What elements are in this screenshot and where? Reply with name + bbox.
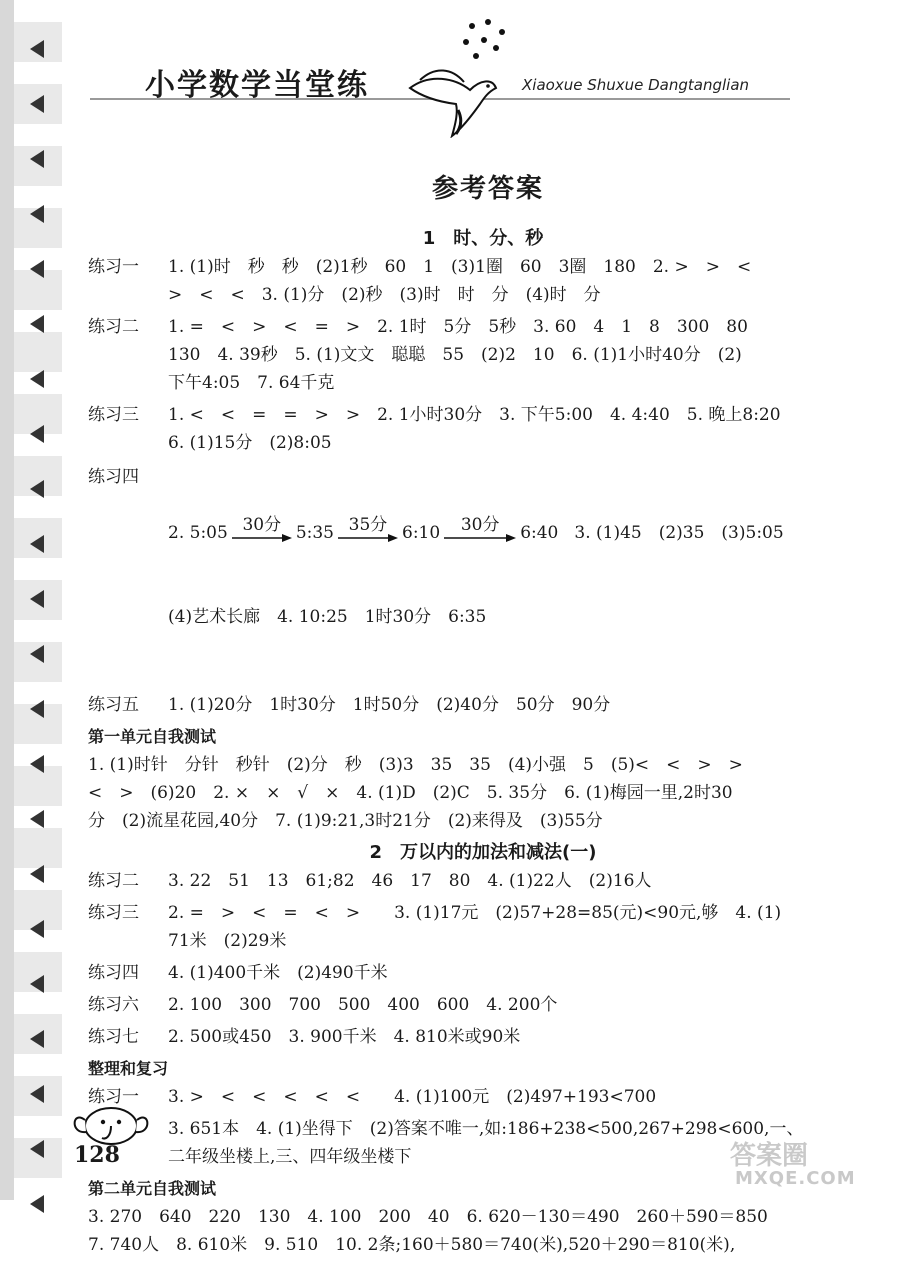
arrow-icon: [30, 1140, 44, 1158]
unit-test-answers: 3. 270 640 220 130 4. 100 200 40 6. 620－130＝490 260＋590＝850 7. 740人 8. 610米 9. 510 10. 2条;160＋580＝740(米),520＋290＝810(米),: [88, 1207, 768, 1255]
arrow-icon: [30, 205, 44, 223]
exercise-label: 练习七: [88, 1027, 139, 1047]
exercise-label: 练习三: [88, 405, 139, 425]
exercise-label: 练习四: [88, 467, 139, 487]
answer-content: [88, 170, 848, 1263]
exercise-row: [88, 1023, 848, 1051]
exercise-label: 练习二: [88, 871, 139, 891]
arrow-icon: [30, 150, 44, 168]
review-heading: 整理和复习: [88, 1059, 169, 1078]
arrow-icon: [30, 755, 44, 773]
arrow-icon: [30, 1030, 44, 1048]
arrow-icon: [30, 920, 44, 938]
watermark-logo: 答案圈: [730, 1141, 809, 1171]
arrow-icon: [30, 700, 44, 718]
interval-arrow: [232, 517, 292, 547]
brand-title-cn: 小学数学当堂练: [145, 68, 369, 103]
right-arrow-icon: [338, 533, 398, 543]
exercise-answers: 1. (1)时 秒 秒 (2)1秒 60 1 (3)1圈 60 3圈 180 2. > > < > < < 3. (1)分 (2)秒 (3)时 时 分 (4)时 分: [168, 257, 752, 305]
exercise-label: 练习三: [88, 903, 139, 923]
interval-label: 35分: [348, 515, 388, 535]
elephant-mascot-icon: [66, 1100, 156, 1146]
start-time: 2. 5:05: [168, 523, 228, 543]
exercise-answers: 1. (1)20分 1时30分 1时50分 (2)40分 50分 90分: [168, 695, 611, 715]
exercise-row: [88, 991, 848, 1019]
exercise-label: 练习六: [88, 995, 139, 1015]
section-1-heading: 1 时、分、秒: [422, 228, 544, 249]
time-point: 5:35: [295, 523, 334, 543]
arrow-icon: [30, 1195, 44, 1213]
exercise-row: [88, 253, 848, 309]
unit-test-heading: 第一单元自我测试: [88, 727, 217, 746]
exercise-answers-line2: (4)艺术长廊 4. 10:25 1时30分 6:35: [168, 607, 487, 627]
exercise-row-timeline: [88, 461, 848, 687]
unit-test-heading: 第二单元自我测试: [88, 1179, 217, 1198]
exercise-answers: [168, 461, 848, 687]
section-2-heading: 2 万以内的加法和减法(一): [369, 842, 597, 863]
exercise-answers: 1. = < > < = > 2. 1时 5分 5秒 3. 60 4 1 8 300 80 130 4. 39秒 5. (1)文文 聪聪 55 (2)2 10 6. (1)1小时40分 (2) 下午4:05 7. 64千克: [168, 317, 748, 393]
interval-label: 30分: [242, 515, 282, 535]
border-arrows: [30, 40, 44, 1250]
arrow-icon: [30, 865, 44, 883]
arrow-icon: [30, 810, 44, 828]
time-point: 6:40: [520, 523, 559, 543]
brand-title-en: Xiaoxue Shuxue Dangtanglian: [522, 76, 750, 94]
decorative-left-border: [0, 0, 62, 1200]
exercise-answers: 2. 500或450 3. 900千米 4. 810米或90米: [168, 1027, 521, 1047]
exercise-label: 练习五: [88, 695, 139, 715]
interval-label: 30分: [460, 515, 500, 535]
arrow-icon: [30, 1085, 44, 1103]
exercise-answers-rest: 3. (1)45 (2)35 (3)5:05: [574, 523, 784, 543]
exercise-answers: 2. = > < = < > 3. (1)17元 (2)57+28=85(元)<90元,够 4. (1) 71米 (2)29米: [168, 903, 782, 951]
time-point: 6:10: [402, 523, 441, 543]
exercise-row: [88, 691, 848, 719]
exercise-row: [88, 1083, 848, 1111]
exercise-row: [88, 313, 848, 397]
arrow-icon: [30, 535, 44, 553]
page-title: 参考答案: [431, 174, 544, 204]
right-arrow-icon: [444, 533, 516, 543]
exercise-label: 练习四: [88, 963, 139, 983]
page-number: 128: [74, 1142, 120, 1168]
dove-logo-icon: [400, 18, 520, 138]
exercise-label: 练习一: [88, 1087, 139, 1107]
arrow-icon: [30, 40, 44, 58]
arrow-icon: [30, 370, 44, 388]
arrow-icon: [30, 260, 44, 278]
watermark-url: MXQE.COM: [735, 1168, 856, 1189]
arrow-icon: [30, 315, 44, 333]
exercise-answers: 1. < < = = > > 2. 1小时30分 3. 下午5:00 4. 4:40 5. 晚上8:20 6. (1)15分 (2)8:05: [168, 405, 781, 453]
page-number-badge: [66, 1100, 156, 1180]
exercise-answers: 4. (1)400千米 (2)490千米: [168, 963, 388, 983]
arrow-icon: [30, 425, 44, 443]
exercise-label: 练习二: [88, 317, 139, 337]
arrow-icon: [30, 95, 44, 113]
time-sequence: [168, 517, 848, 547]
exercise-answers: 3. 22 51 13 61;82 46 17 80 4. (1)22人 (2)16人: [168, 871, 652, 891]
exercise-row: [88, 899, 848, 955]
exercise-row: [88, 959, 848, 987]
interval-arrow: [338, 517, 398, 547]
right-arrow-icon: [232, 533, 292, 543]
arrow-icon: [30, 975, 44, 993]
exercise-answers: 2. 100 300 700 500 400 600 4. 200个: [168, 995, 558, 1015]
exercise-label: 练习一: [88, 257, 139, 277]
unit-test-answers: 1. (1)时针 分针 秒针 (2)分 秒 (3)3 35 35 (4)小强 5 (5)< < > > < > (6)20 2. × × √ × 4. (1)D (2)C 5. 35分 6. (1)梅园一里,2时30 分 (2)流星花园,40分 7. (1)9:21,3时21分 (2)来得及 (3)55分: [88, 755, 743, 831]
border-edge: [0, 0, 14, 1200]
page-header: [90, 40, 810, 150]
arrow-icon: [30, 590, 44, 608]
arrow-icon: [30, 645, 44, 663]
exercise-answers: 3. 651本 4. (1)坐得下 (2)答案不唯一,如:186+238<500,267+298<600,一、 二年级坐楼上,三、四年级坐楼下: [168, 1119, 804, 1167]
exercise-row: [88, 867, 848, 895]
exercise-row: [88, 401, 848, 457]
interval-arrow: [444, 517, 516, 547]
exercise-answers: 3. > < < < < < 4. (1)100元 (2)497+193<700: [168, 1087, 657, 1107]
arrow-icon: [30, 480, 44, 498]
